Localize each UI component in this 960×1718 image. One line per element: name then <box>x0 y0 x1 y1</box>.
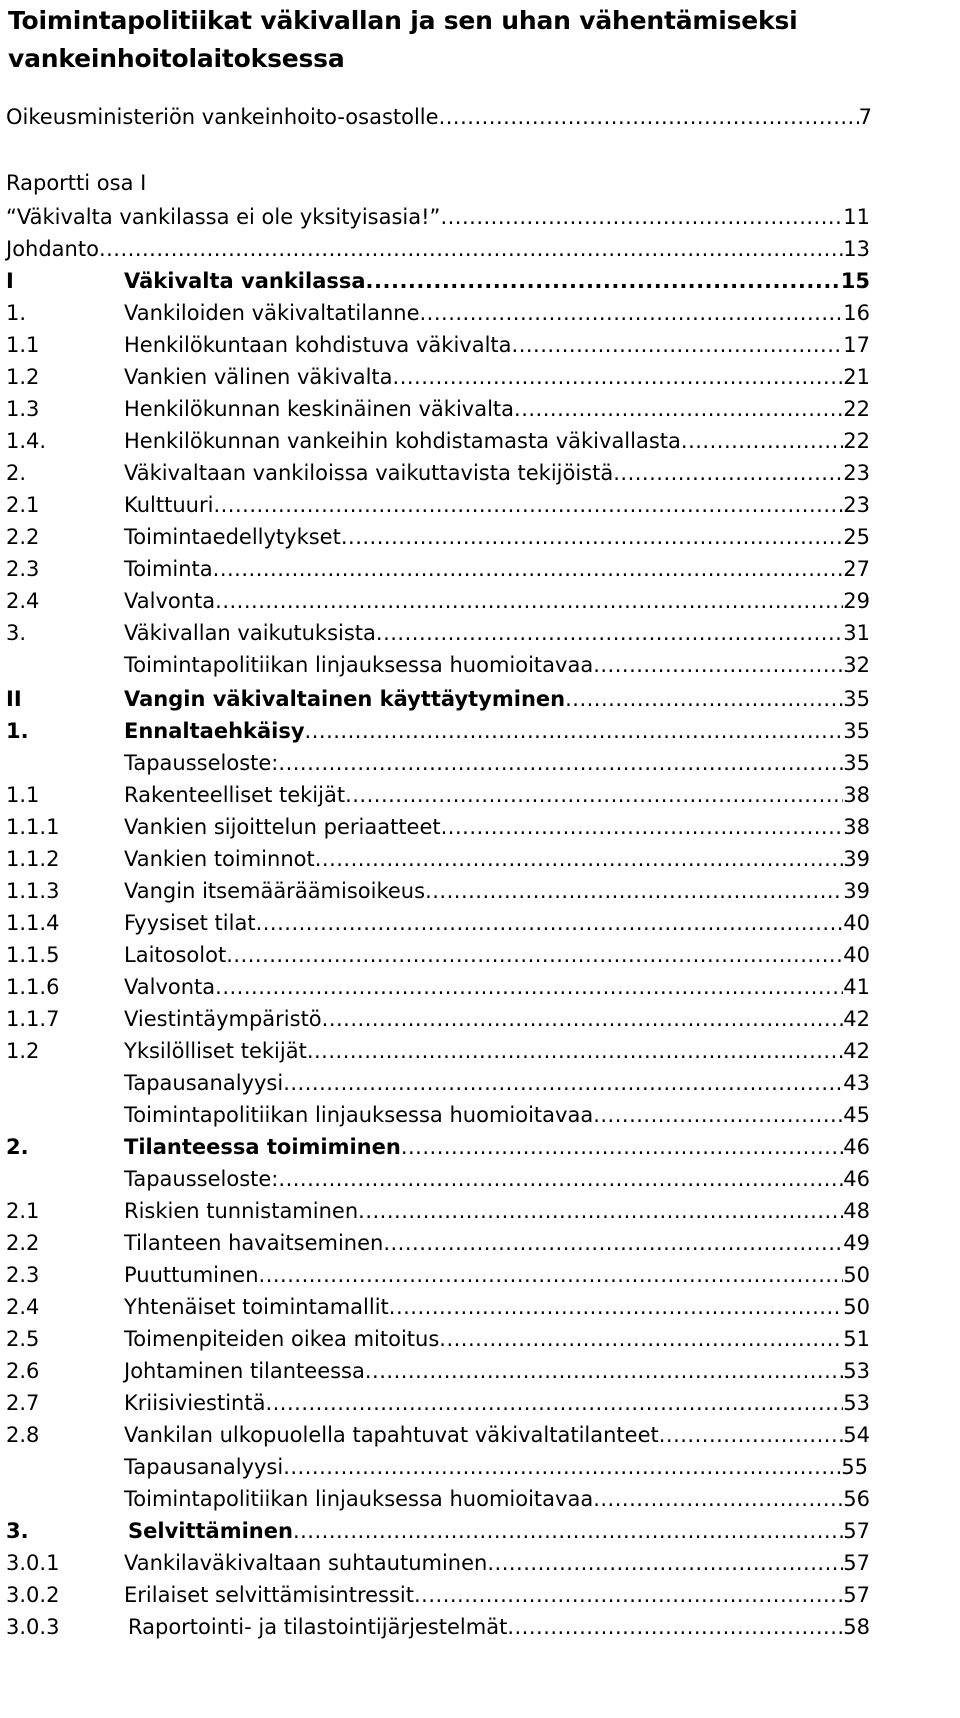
toc-leader-dots <box>283 1450 841 1484</box>
toc-entry-page: 16 <box>843 301 870 325</box>
toc-entry-page: 42 <box>843 1007 870 1031</box>
toc-leader-dots <box>213 552 844 586</box>
toc-entry-page: 22 <box>843 397 870 421</box>
toc-entry-text: Vangin väkivaltainen käyttäytyminen <box>124 687 566 711</box>
toc-leader-dots <box>425 874 843 908</box>
toc-entry[interactable] <box>0 424 960 458</box>
toc-entry-text: Tapausseloste: <box>124 1167 279 1191</box>
toc-entry-text: Laitosolot <box>124 943 227 967</box>
toc-entry-number: 1.1.3 <box>6 879 60 903</box>
toc-entry-number: 2. <box>6 461 27 485</box>
toc-entry-number: 1. <box>6 301 27 325</box>
toc-entry-number: I <box>6 269 14 293</box>
toc-entry-page: 56 <box>843 1487 870 1511</box>
toc-entry[interactable] <box>0 970 960 1004</box>
toc-entry-text: Vankilaväkivaltaan suhtautuminen <box>124 1551 488 1575</box>
toc-leader-dots <box>215 584 843 618</box>
toc-entry[interactable] <box>0 1514 960 1548</box>
toc-entry-page: 17 <box>843 333 870 357</box>
toc-entry-page: 49 <box>843 1231 870 1255</box>
toc-leader-dots <box>345 778 843 812</box>
toc-entry-number: 1.1 <box>6 333 40 357</box>
toc-entry-text: Toimintapolitiikan linjauksessa huomioitavaa <box>124 1487 594 1511</box>
toc-entry-page: 22 <box>843 429 870 453</box>
toc-leader-dots <box>439 1322 843 1356</box>
toc-entry-page: 13 <box>843 237 870 261</box>
toc-entry-page: 29 <box>843 589 870 613</box>
toc-entry-page: 54 <box>843 1423 870 1447</box>
toc-entry-page: 55 <box>841 1455 868 1479</box>
toc-leader-dots <box>593 648 843 682</box>
title-line-2: vankeinhoitolaitoksessa <box>8 44 345 73</box>
toc-entry-text: Toimintaedellytykset <box>124 525 341 549</box>
toc-entry-text: Kriisiviestintä <box>124 1391 266 1415</box>
toc-entry-text: Henkilökuntaan kohdistuva väkivalta <box>124 333 512 357</box>
toc-leader-dots <box>393 360 844 394</box>
toc-leader-dots <box>514 392 843 426</box>
toc-leader-dots <box>414 1578 843 1612</box>
toc-entry-text: Tilanteessa toimiminen <box>124 1135 401 1159</box>
toc-leader-dots <box>213 488 843 522</box>
toc-entry-page: 39 <box>843 847 870 871</box>
toc-leader-dots <box>99 232 843 266</box>
toc-entry-text: Tilanteen havaitseminen <box>124 1231 384 1255</box>
toc-entry[interactable] <box>0 552 960 586</box>
toc-entry-page: 11 <box>843 205 870 229</box>
toc-entry[interactable] <box>0 1578 960 1612</box>
toc-entry-page: 58 <box>843 1615 870 1639</box>
toc-heading <box>0 166 960 200</box>
toc-entry[interactable] <box>0 296 960 330</box>
toc-entry-number: 3.0.3 <box>6 1615 60 1639</box>
toc-entry[interactable] <box>0 1098 960 1132</box>
toc-entry[interactable] <box>0 1226 960 1260</box>
toc-entry-text: Riskien tunnistaminen <box>124 1199 359 1223</box>
toc-entry-page: 38 <box>843 815 870 839</box>
toc-entry-text: Erilaiset selvittämisintressit <box>124 1583 414 1607</box>
toc-entry[interactable] <box>0 682 960 716</box>
toc-entry-number: 2. <box>6 1135 29 1159</box>
toc-entry-number: 2.1 <box>6 1199 40 1223</box>
toc-entry-text: Viestintäympäristö <box>124 1007 322 1031</box>
toc-entry-page: 51 <box>843 1327 870 1351</box>
toc-entry-page: 35 <box>843 751 870 775</box>
document-title <box>8 2 948 78</box>
toc-leader-dots <box>293 1514 843 1548</box>
toc-entry[interactable] <box>0 1002 960 1036</box>
toc-leader-dots <box>315 842 844 876</box>
toc-entry-text: Valvonta <box>124 975 216 999</box>
toc-entry[interactable] <box>0 100 960 134</box>
toc-entry-page: 25 <box>843 525 870 549</box>
toc-entry-number: 1.1.7 <box>6 1007 60 1031</box>
toc-entry-text: Yksilölliset tekijät <box>124 1039 307 1063</box>
toc-leader-dots <box>565 682 843 716</box>
toc-leader-dots <box>681 424 843 458</box>
toc-entry-number: 1.2 <box>6 365 40 389</box>
toc-entry-page: 50 <box>843 1263 870 1287</box>
toc-entry-page: 46 <box>843 1167 870 1191</box>
toc-leader-dots <box>256 906 844 940</box>
toc-entry[interactable] <box>0 1610 960 1644</box>
toc-entry-number: 1.1.1 <box>6 815 60 839</box>
toc-entry-text: Raportointi- ja tilastointijärjestelmät <box>128 1615 508 1639</box>
toc-entry-page: 57 <box>843 1519 870 1543</box>
toc-entry-number: 2.2 <box>6 525 40 549</box>
toc-entry-page: 57 <box>843 1583 870 1607</box>
toc-leader-dots <box>283 1066 843 1100</box>
toc-entry-number: 3. <box>6 1519 29 1543</box>
toc-entry-page: 50 <box>843 1295 870 1319</box>
toc-entry-number: 2.3 <box>6 557 40 581</box>
toc-entry-text: Vangin itsemääräämisoikeus <box>124 879 426 903</box>
toc-leader-dots <box>613 456 843 490</box>
toc-entry-page: 35 <box>843 687 870 711</box>
toc-leader-dots <box>389 1290 844 1324</box>
toc-entry[interactable] <box>0 264 960 298</box>
toc-entry-page: 35 <box>843 719 870 743</box>
toc-entry[interactable] <box>0 1450 960 1484</box>
toc-entry-number: 1.2 <box>6 1039 40 1063</box>
toc-entry[interactable] <box>0 232 960 266</box>
toc-entry[interactable] <box>0 1130 960 1164</box>
toc-entry-text: Tapausseloste: <box>124 751 279 775</box>
toc-leader-dots <box>278 1162 843 1196</box>
toc-entry[interactable] <box>0 1034 960 1068</box>
toc-leader-dots <box>226 938 843 972</box>
toc-entry[interactable] <box>0 456 960 490</box>
toc-entry-page: 43 <box>843 1071 870 1095</box>
toc-entry-text: Toimintapolitiikan linjauksessa huomioitavaa <box>124 653 594 677</box>
toc-entry-text: Väkivallan vaikutuksista <box>124 621 376 645</box>
toc-entry-number: 3.0.1 <box>6 1551 60 1575</box>
toc-entry-page: 32 <box>843 653 870 677</box>
toc-entry-page: 7 <box>858 105 872 129</box>
toc-leader-dots <box>322 1002 844 1036</box>
toc-entry-number: 2.4 <box>6 589 40 613</box>
toc-leader-dots <box>441 810 844 844</box>
toc-entry-number: 1.1.4 <box>6 911 60 935</box>
toc-entry[interactable] <box>0 906 960 940</box>
toc-entry[interactable] <box>0 842 960 876</box>
toc-entry[interactable] <box>0 1546 960 1580</box>
toc-entry-page: 46 <box>843 1135 870 1159</box>
toc-leader-dots <box>366 264 841 298</box>
toc-entry-text: Vankien välinen väkivalta <box>124 365 393 389</box>
toc-entry[interactable] <box>0 874 960 908</box>
toc-entry-page: 23 <box>843 461 870 485</box>
toc-entry-number: 2.1 <box>6 493 40 517</box>
toc-entry-number: 3. <box>6 621 27 645</box>
toc-leader-dots <box>420 296 844 330</box>
toc-entry-text: Ennaltaehkäisy <box>124 719 305 743</box>
toc-entry-page: 42 <box>843 1039 870 1063</box>
toc-entry[interactable] <box>0 1386 960 1420</box>
toc-entry-text: Vankien toiminnot <box>124 847 315 871</box>
toc-entry-page: 57 <box>843 1551 870 1575</box>
toc-entry-text: Rakenteelliset tekijät <box>124 783 346 807</box>
toc-entry[interactable] <box>0 328 960 362</box>
toc-entry-number: 2.4 <box>6 1295 40 1319</box>
toc-entry-number: 1.3 <box>6 397 40 421</box>
toc-leader-dots <box>265 1386 843 1420</box>
toc-leader-dots <box>593 1482 843 1516</box>
toc-entry-text: “Väkivalta vankilassa ei ole yksityisasia!” <box>6 205 441 229</box>
toc-entry-text: Yhtenäiset toimintamallit <box>124 1295 389 1319</box>
toc-entry-page: 39 <box>843 879 870 903</box>
toc-entry[interactable] <box>0 1258 960 1292</box>
toc-entry-text: Puuttuminen <box>124 1263 259 1287</box>
toc-entry-page: 31 <box>843 621 870 645</box>
toc-entry-text: Toimenpiteiden oikea mitoitus <box>124 1327 440 1351</box>
toc-entry[interactable] <box>0 1194 960 1228</box>
toc-entry-number: 1.1 <box>6 783 40 807</box>
toc-entry-text: Henkilökunnan vankeihin kohdistamasta väkivallasta <box>124 429 681 453</box>
toc-entry-page: 27 <box>843 557 870 581</box>
toc-entry[interactable] <box>0 648 960 682</box>
toc-leader-dots <box>383 1226 843 1260</box>
toc-entry[interactable] <box>0 360 960 394</box>
toc-entry-text: Henkilökunnan keskinäinen väkivalta <box>124 397 515 421</box>
toc-entry-page: 48 <box>843 1199 870 1223</box>
toc-leader-dots <box>440 200 843 234</box>
toc-leader-dots <box>307 1034 843 1068</box>
toc-entry-text: Oikeusministeriön vankeinhoito-osastolle <box>6 105 439 129</box>
toc-entry-text: Valvonta <box>124 589 216 613</box>
toc-entry-text: Väkivaltaan vankiloissa vaikuttavista tekijöistä <box>124 461 614 485</box>
toc-leader-dots <box>305 714 844 748</box>
toc-leader-dots <box>487 1546 843 1580</box>
toc-leader-dots <box>507 1610 843 1644</box>
toc-entry[interactable] <box>0 1354 960 1388</box>
toc-entry-number: 3.0.2 <box>6 1583 60 1607</box>
toc-entry-page: 15 <box>840 269 870 293</box>
toc-entry[interactable] <box>0 938 960 972</box>
toc-entry-number: 2.3 <box>6 1263 40 1287</box>
toc-leader-dots <box>593 1098 843 1132</box>
toc-entry-page: 23 <box>843 493 870 517</box>
toc-entry-number: 2.8 <box>6 1423 40 1447</box>
toc-entry-page: 41 <box>843 975 870 999</box>
toc-entry-number: 2.5 <box>6 1327 40 1351</box>
toc-entry[interactable] <box>0 616 960 650</box>
toc-entry-text: Toiminta <box>124 557 213 581</box>
toc-entry-number: 1.1.2 <box>6 847 60 871</box>
toc-heading-text: Raportti osa I <box>6 171 147 195</box>
toc-entry-page: 40 <box>843 911 870 935</box>
toc-entry-number: II <box>6 687 22 711</box>
toc-entry[interactable] <box>0 1290 960 1324</box>
toc-entry[interactable] <box>0 778 960 812</box>
toc-leader-dots <box>341 520 843 554</box>
toc-entry-text: Tapausanalyysi <box>124 1455 284 1479</box>
toc-entry-page: 53 <box>843 1391 870 1415</box>
toc-entry[interactable] <box>0 714 960 748</box>
toc-entry-number: 2.6 <box>6 1359 40 1383</box>
toc-entry[interactable] <box>0 810 960 844</box>
toc-entry-page: 53 <box>843 1359 870 1383</box>
toc-entry[interactable] <box>0 746 960 780</box>
toc-entry-page: 45 <box>843 1103 870 1127</box>
toc-entry[interactable] <box>0 1066 960 1100</box>
toc-leader-dots <box>365 1354 843 1388</box>
toc-entry[interactable] <box>0 584 960 618</box>
toc-entry-text: Vankilan ulkopuolella tapahtuvat väkivaltatilanteet <box>124 1423 659 1447</box>
toc-entry-text: Johtaminen tilanteessa <box>124 1359 365 1383</box>
toc-leader-dots <box>401 1130 843 1164</box>
toc-entry[interactable] <box>0 200 960 234</box>
toc-entry-number: 1.1.5 <box>6 943 60 967</box>
toc-leader-dots <box>659 1418 844 1452</box>
toc-entry-text: Selvittäminen <box>128 1519 293 1543</box>
toc-leader-dots <box>376 616 843 650</box>
toc-entry-number: 1.1.6 <box>6 975 60 999</box>
toc-leader-dots <box>439 100 859 134</box>
toc-entry[interactable] <box>0 1322 960 1356</box>
toc-entry-text: Fyysiset tilat <box>124 911 256 935</box>
toc-entry-number: 2.2 <box>6 1231 40 1255</box>
toc-entry-text: Väkivalta vankilassa <box>124 269 366 293</box>
toc-leader-dots <box>512 328 844 362</box>
toc-entry-text: Vankien sijoittelun periaatteet <box>124 815 441 839</box>
toc-entry-number: 1. <box>6 719 29 743</box>
toc-entry-text: Tapausanalyysi <box>124 1071 284 1095</box>
toc-entry[interactable] <box>0 392 960 426</box>
toc-entry[interactable] <box>0 488 960 522</box>
toc-entry-text: Kulttuuri <box>124 493 214 517</box>
toc-leader-dots <box>358 1194 843 1228</box>
toc-entry-text: Vankiloiden väkivaltatilanne <box>124 301 420 325</box>
toc-entry-number: 2.7 <box>6 1391 40 1415</box>
toc-entry-text: Johdanto <box>6 237 99 261</box>
toc-entry-number: 1.4. <box>6 429 47 453</box>
toc-entry[interactable] <box>0 520 960 554</box>
toc-entry-page: 21 <box>843 365 870 389</box>
toc-entry-page: 38 <box>843 783 870 807</box>
toc-entry[interactable] <box>0 1482 960 1516</box>
title-line-1: Toimintapolitiikat väkivallan ja sen uhan vähentämiseksi <box>8 6 798 35</box>
toc-entry[interactable] <box>0 1162 960 1196</box>
toc-entry-page: 40 <box>843 943 870 967</box>
toc-leader-dots <box>215 970 843 1004</box>
toc-entry[interactable] <box>0 1418 960 1452</box>
toc-leader-dots <box>278 746 843 780</box>
toc-entry-text: Toimintapolitiikan linjauksessa huomioitavaa <box>124 1103 594 1127</box>
toc-leader-dots <box>259 1258 844 1292</box>
